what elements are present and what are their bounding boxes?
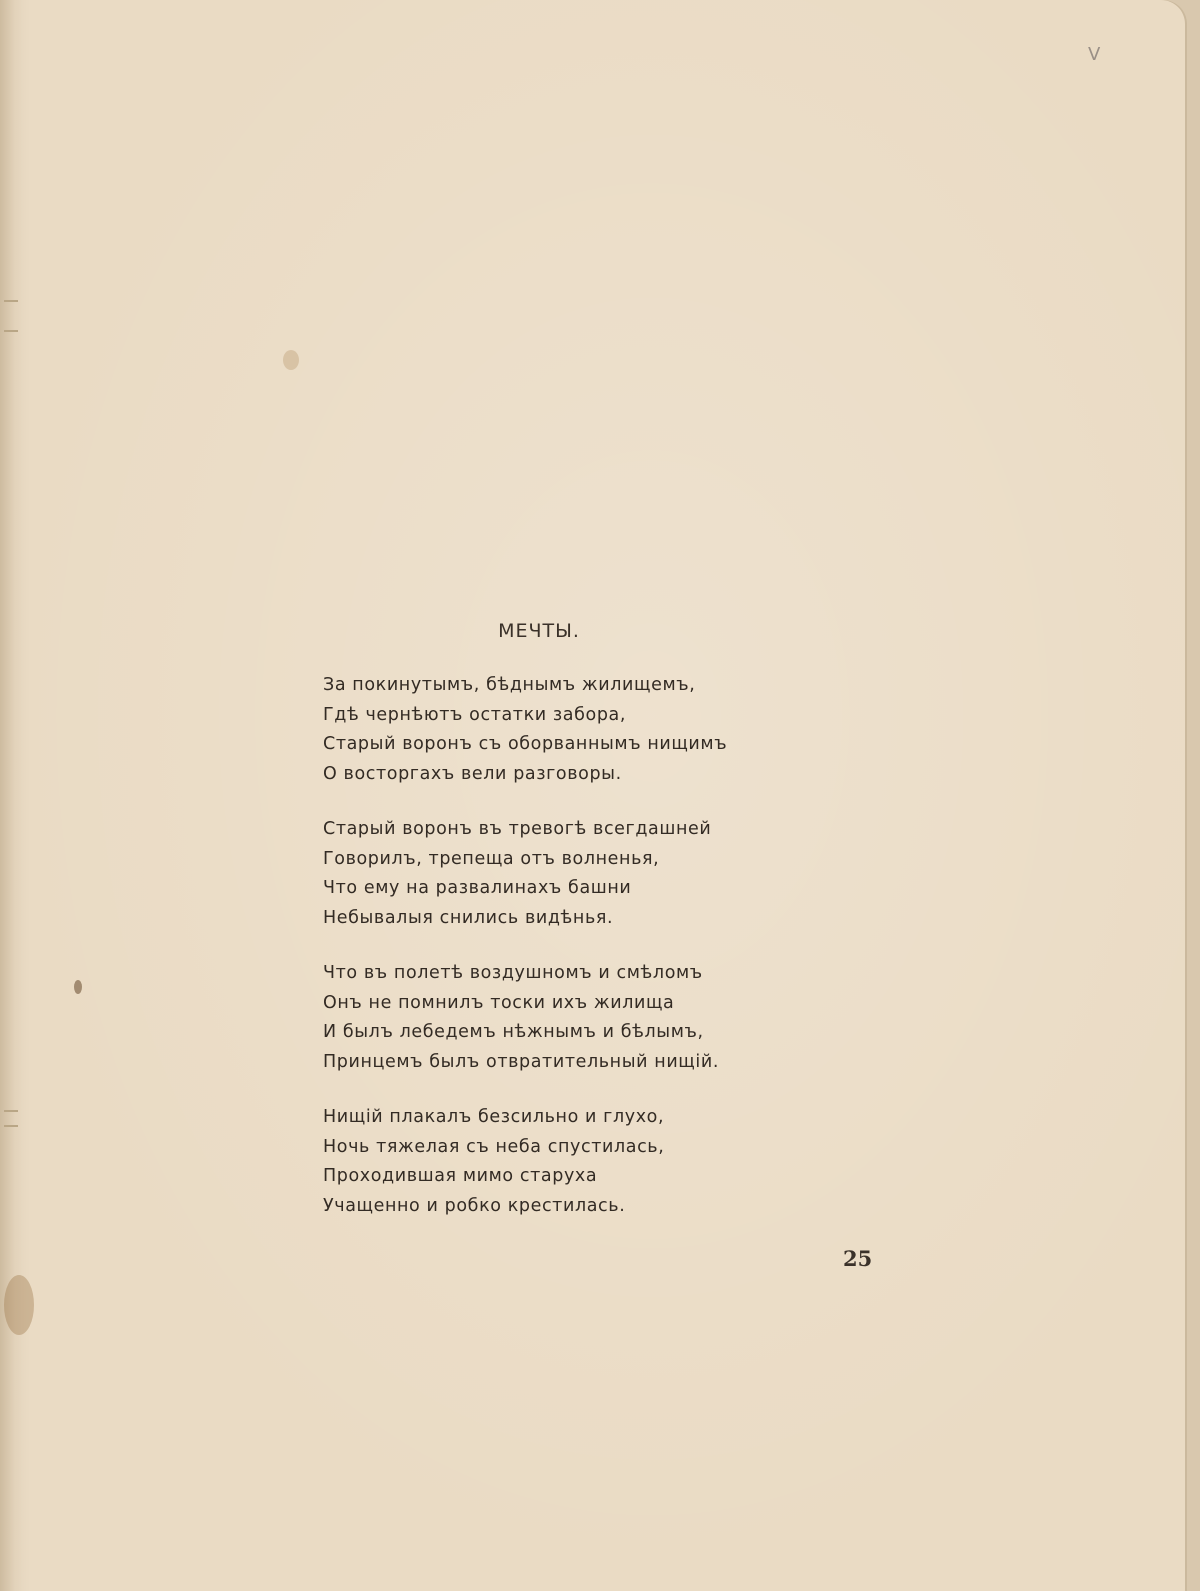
- paper-stain: [283, 350, 299, 370]
- poem-line: Что въ полетѣ воздушномъ и смѣломъ: [323, 963, 703, 983]
- binding-mark: [4, 1125, 18, 1127]
- poem-body: [323, 671, 843, 1247]
- poem-title: МЕЧТЫ.: [498, 620, 580, 642]
- pencil-margin-note: V: [1088, 44, 1101, 65]
- poem-line: О восторгахъ вели разговоры.: [323, 763, 622, 784]
- stanza: [323, 815, 843, 933]
- poem-line: Говорилъ, трепеща отъ волненья,: [323, 848, 660, 869]
- page-spine-edge: [0, 0, 22, 1591]
- poem-line: Гдѣ чернѣютъ остатки забора,: [323, 704, 627, 725]
- stanza: [323, 671, 843, 789]
- poem-line: За покинутымъ, бѣднымъ жилищемъ,: [323, 675, 696, 695]
- poem-line: И былъ лебедемъ нѣжнымъ и бѣлымъ,: [323, 1022, 704, 1042]
- binding-mark: [4, 300, 18, 302]
- poem-line: Старый воронъ съ оборваннымъ нищимъ: [323, 734, 728, 754]
- poem-line: Небывалыя снились видѣнья.: [323, 907, 614, 928]
- poem-line: Принцемъ былъ отвратительный нищій.: [323, 1051, 719, 1072]
- poem-line: Учащенно и робко крестилась.: [323, 1195, 626, 1216]
- poem-line: Нищій плакалъ безсильно и глухо,: [323, 1107, 665, 1127]
- ink-speck: [74, 980, 82, 994]
- binding-mark: [4, 330, 18, 332]
- poem-line: Старый воронъ въ тревогѣ всегдашней: [323, 819, 712, 839]
- poem-line: Проходившая мимо старуха: [323, 1166, 598, 1186]
- binding-mark: [4, 1110, 18, 1112]
- stanza: [323, 1103, 843, 1221]
- paper-stain: [4, 1275, 34, 1335]
- poem-line: Онъ не помнилъ тоски ихъ жилища: [323, 992, 675, 1013]
- poem-line: Ночь тяжелая съ неба спустилась,: [323, 1136, 665, 1157]
- poem-line: Что ему на развалинахъ башни: [323, 878, 632, 898]
- page-number: 25: [843, 1246, 873, 1271]
- stanza: [323, 959, 843, 1077]
